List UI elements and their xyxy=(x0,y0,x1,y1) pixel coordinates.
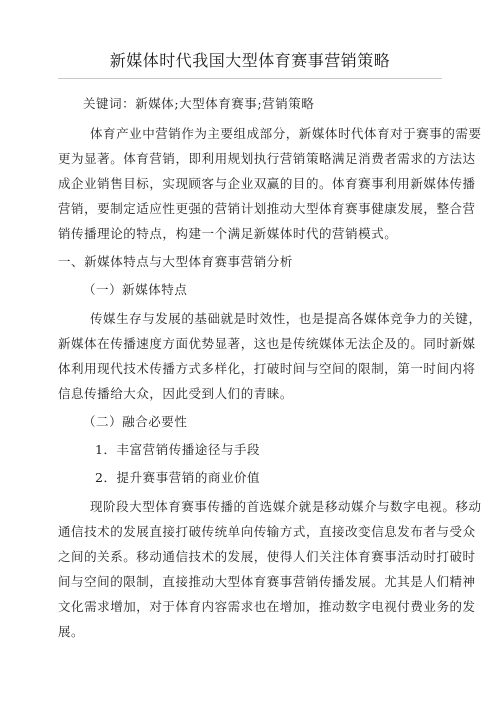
body-line: 文化需求增加，对于体育内容需求也在增加，推动数字电视付费业务的发 xyxy=(58,599,476,614)
intro-line: 更为显著。体育营销，即利用规划执行营销策略满足消费者需求的方法达 xyxy=(58,151,476,166)
body-line: 通信技术的发展直接打破传统单向传输方式，直接改变信息发布者与受众 xyxy=(58,524,476,539)
body-line: 体利用现代技术传播方式多样化，打破时间与空间的限制，第一时间内将 xyxy=(58,361,476,376)
intro-line: 营销，要制定适应性更强的营销计划推动大型体育赛事健康发展，整合营 xyxy=(58,201,476,216)
intro-line: 体育产业中营销作为主要组成部分，新媒体时代体育对于赛事的需要 xyxy=(90,126,482,141)
subsection-heading: （一）新媒体特点 xyxy=(83,282,188,297)
intro-line: 成企业销售目标，实现顾客与企业双赢的目的。体育赛事利用新媒体传播 xyxy=(58,176,476,191)
title-divider xyxy=(58,78,442,79)
body-line: 新媒体在传播速度方面优势显著，这也是传统媒体无法企及的。同时新媒 xyxy=(58,336,476,351)
numbered-item: 2．提升赛事营销的商业价值 xyxy=(95,470,261,485)
body-line: 间与空间的限制，直接推动大型体育赛事营销传播发展。尤其是人们精神 xyxy=(58,574,476,589)
body-line: 之间的关系。移动通信技术的发展，使得人们关注体育赛事活动时打破时 xyxy=(58,549,476,564)
body-line: 展。 xyxy=(58,624,85,639)
numbered-item: 1．丰富营销传播途径与手段 xyxy=(95,442,261,457)
document-title: 新媒体时代我国大型体育赛事营销策略 xyxy=(109,51,391,70)
subsection-heading: （二）融合必要性 xyxy=(83,414,188,429)
keywords-line: 关键词：新媒体;大型体育赛事;营销策略 xyxy=(83,96,315,111)
body-line: 信息传播给大众，因此受到人们的青睐。 xyxy=(58,386,293,401)
body-line: 现阶段大型体育赛事传播的首选媒介就是移动媒介与数字电视。移动 xyxy=(90,499,482,514)
intro-line: 销传播理论的特点，构建一个满足新媒体时代的营销模式。 xyxy=(58,226,398,241)
section-heading: 一、新媒体特点与大型体育赛事营销分析 xyxy=(58,254,293,269)
body-line: 传媒生存与发展的基础就是时效性，也是提高各媒体竞争力的关键， xyxy=(90,311,482,326)
